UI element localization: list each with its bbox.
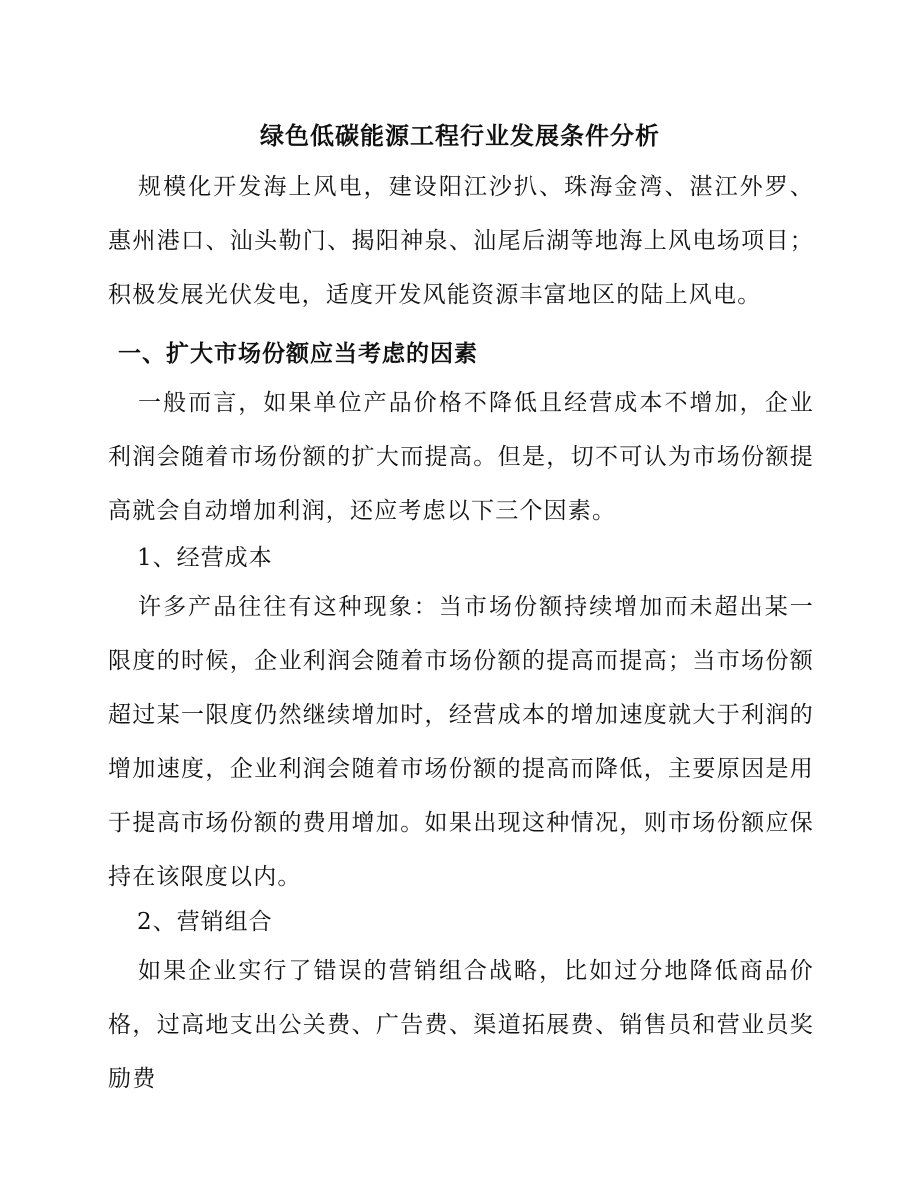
subsection-1-heading: 1、经营成本 bbox=[137, 545, 273, 571]
document-title: 绿色低碳能源工程行业发展条件分析 bbox=[260, 121, 660, 150]
subsection-1-paragraph: 许多产品往往有这种现象：当市场份额持续增加而未超出某一限度的时候，企业利润会随着市场份额的提高而提高；当市场份额超过某一限度仍然继续增加时，经营成本的增加速度就大于利润的增加速度，企业利润会随着市场份额的提高而降低，主要原因是用于提高市场份额的费用增加。如果出现这种情况，则市场份额应保持在该限度以内。 bbox=[108, 594, 814, 890]
section-1-paragraph: 一般而言，如果单位产品价格不降低且经营成本不增加，企业利润会随着市场份额的扩大而提高。但是，切不可认为市场份额提高就会自动增加利润，还应考虑以下三个因素。 bbox=[108, 390, 814, 524]
subsection-2-heading: 2、营销组合 bbox=[137, 909, 273, 935]
subsection-2-paragraph: 如果企业实行了错误的营销组合战略，比如过分地降低商品价格，过高地支出公关费、广告费、渠道拓展费、销售员和营业员奖励费 bbox=[108, 958, 814, 1092]
intro-paragraph: 规模化开发海上风电，建设阳江沙扒、珠海金湾、湛江外罗、惠州港口、汕头勒门、揭阳神泉、汕尾后湖等地海上风电场项目；积极发展光伏发电，适度开发风能资源丰富地区的陆上风电。 bbox=[108, 174, 814, 308]
section-1-heading: 一、扩大市场份额应当考虑的因素 bbox=[118, 340, 478, 367]
